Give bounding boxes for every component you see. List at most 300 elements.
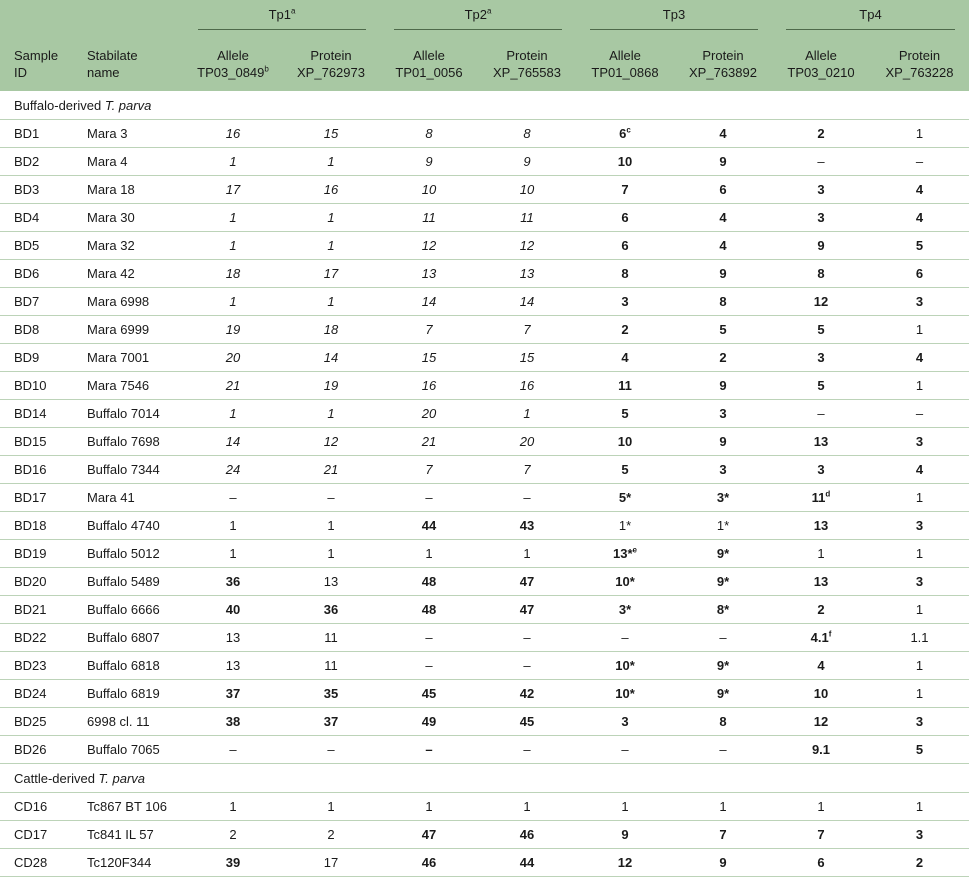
value-cell: 8* [674,596,772,624]
value-cell: 14 [184,428,282,456]
value-cell: 1 [184,148,282,176]
table-row [0,204,969,232]
value-cell: – [282,736,380,764]
value-cell: 12 [380,232,478,260]
subheader-tp4-allele: Allele TP03_0210 [772,36,870,91]
value-cell: 40 [184,596,282,624]
value-cell: 42 [478,680,576,708]
stabilate-name-cell: Tc867 BT 106 [74,793,184,821]
stabilate-name-cell: Buffalo 5012 [74,540,184,568]
sample-id-cell: CD17 [0,821,74,849]
footnote-marker: f [828,629,832,639]
table-row [0,624,969,652]
value-cell: 4 [674,120,772,148]
subheader-tp3-protein: Protein XP_763892 [674,36,772,91]
value-cell: 4 [870,344,969,372]
stabilate-name-cell: Mara 4 [74,148,184,176]
value-cell: 6 [674,176,772,204]
value-cell: 13 [772,512,870,540]
value-cell: 3 [674,456,772,484]
sample-id-cell: BD19 [0,540,74,568]
table-row [0,176,969,204]
value-cell: 38 [184,708,282,736]
footnote-marker: e [632,545,637,555]
value-cell: 11 [576,372,674,400]
value-cell: 1 [478,540,576,568]
value-cell: 1 [576,793,674,821]
value-cell: 4 [870,456,969,484]
sample-id-cell: BD23 [0,652,74,680]
value-cell: 1* [674,512,772,540]
stabilate-name-cell: Buffalo 7014 [74,400,184,428]
value-cell: 1 [772,793,870,821]
value-cell: 4 [772,652,870,680]
value-cell: 10 [576,148,674,176]
value-cell: 35 [282,680,380,708]
sample-id-cell: BD25 [0,708,74,736]
table-row [0,344,969,372]
value-cell: 11 [380,204,478,232]
value-cell: 3 [772,344,870,372]
table-row [0,821,969,849]
stabilate-name-cell: 6998 cl. 11 [74,708,184,736]
value-cell: 20 [380,400,478,428]
table-row [0,540,969,568]
value-cell: 6 [576,232,674,260]
value-cell: 2 [576,316,674,344]
value-cell: 9 [674,148,772,176]
value-cell: – [772,400,870,428]
subheader-tp2-allele: Allele TP01_0056 [380,36,478,91]
value-cell: 17 [282,849,380,877]
value-cell: 3* [576,596,674,624]
table-row [0,456,969,484]
value-cell: – [576,624,674,652]
value-cell: 9 [674,372,772,400]
stabilate-name-cell: Tc841 IL 57 [74,821,184,849]
value-cell: 46 [380,849,478,877]
value-cell: – [870,400,969,428]
table-row [0,596,969,624]
value-cell: 10* [576,680,674,708]
value-cell: 1 [870,316,969,344]
value-cell: 11$^d$ [772,484,870,512]
sample-id-cell: BD5 [0,232,74,260]
value-cell: 24 [184,456,282,484]
value-cell: 9 [380,148,478,176]
value-cell: 44 [478,849,576,877]
value-cell: 1 [478,793,576,821]
value-cell: 4 [674,232,772,260]
stabilate-name-cell: Buffalo 6818 [74,652,184,680]
table-header [0,0,969,91]
table-row [0,484,969,512]
value-cell: 48 [380,568,478,596]
sample-id-cell: BD10 [0,372,74,400]
value-cell: 6 [870,260,969,288]
value-cell: 5 [576,400,674,428]
value-cell: 2 [282,821,380,849]
stabilate-name-cell: Mara 7546 [74,372,184,400]
stabilate-name-cell: Buffalo 7698 [74,428,184,456]
value-cell: 1.1 [870,624,969,652]
subheader-tp3-allele: Allele TP01_0868 [576,36,674,91]
value-cell: 1 [282,288,380,316]
value-cell: 8 [478,120,576,148]
value-cell: 6 [772,849,870,877]
stabilate-name-cell: Buffalo 6666 [74,596,184,624]
value-cell: 9 [674,260,772,288]
value-cell: 9* [674,540,772,568]
sample-id-cell: BD9 [0,344,74,372]
value-cell: 45 [478,708,576,736]
value-cell: 17 [184,176,282,204]
value-cell: 7 [674,821,772,849]
value-cell: 11 [282,652,380,680]
stabilate-name-cell: Buffalo 7065 [74,736,184,764]
value-cell: 21 [282,456,380,484]
value-cell: 1 [478,400,576,428]
value-cell: – [576,736,674,764]
value-cell: 13 [478,260,576,288]
value-cell: 12 [282,428,380,456]
stabilate-name-cell: Buffalo 5489 [74,568,184,596]
value-cell: 1 [184,288,282,316]
value-cell: 1 [870,596,969,624]
value-cell: 9 [674,849,772,877]
header-stabilate-name: Stabilate name [74,36,184,91]
stabilate-name-cell: Mara 30 [74,204,184,232]
value-cell: 15 [380,344,478,372]
stabilate-name-cell: Tc120F344 [74,849,184,877]
sample-id-cell: BD17 [0,484,74,512]
value-cell: 20 [184,344,282,372]
value-cell: 9 [772,232,870,260]
value-cell: 1 [674,793,772,821]
value-cell: – [282,484,380,512]
value-cell: 6$^c$ [576,120,674,148]
value-cell: 5 [870,232,969,260]
section-title: Cattle-derived T. parva [0,764,969,793]
sample-id-cell: CD28 [0,849,74,877]
value-cell: 46 [478,821,576,849]
value-cell: 1 [282,148,380,176]
value-cell: 1 [184,793,282,821]
value-cell: 11 [478,204,576,232]
value-cell: 36 [184,568,282,596]
value-cell: 17 [282,260,380,288]
value-cell: 1 [282,400,380,428]
value-cell: 1 [870,484,969,512]
stabilate-name-cell: Mara 32 [74,232,184,260]
value-cell: 2 [772,120,870,148]
value-cell: 1 [870,540,969,568]
value-cell: 16 [478,372,576,400]
table-row [0,400,969,428]
value-cell: 1 [870,120,969,148]
table-row [0,288,969,316]
value-cell: 1 [870,372,969,400]
sample-id-cell: BD20 [0,568,74,596]
value-cell: 9* [674,652,772,680]
value-cell: 43 [478,512,576,540]
value-cell: – [870,148,969,176]
stabilate-name-cell: Mara 6999 [74,316,184,344]
table-row [0,849,969,877]
value-cell: 3 [870,512,969,540]
table-row [0,316,969,344]
value-cell: 8 [576,260,674,288]
group-header-tp3: Tp3 [576,0,772,36]
value-cell: 8 [674,708,772,736]
value-cell: 12 [772,288,870,316]
footnote-marker: d [825,489,831,499]
value-cell: 19 [184,316,282,344]
stabilate-name-cell: Mara 18 [74,176,184,204]
subheader-tp1-protein: Protein XP_762973 [282,36,380,91]
value-cell: 1 [772,540,870,568]
value-cell: – [772,148,870,176]
value-cell: 1* [576,512,674,540]
value-cell: 14 [478,288,576,316]
value-cell: 10* [576,568,674,596]
value-cell: 45 [380,680,478,708]
table-row [0,708,969,736]
value-cell: 3 [772,176,870,204]
sample-id-cell: BD8 [0,316,74,344]
value-cell: 1 [184,400,282,428]
sample-id-cell: BD2 [0,148,74,176]
sample-id-cell: BD14 [0,400,74,428]
stabilate-name-cell: Buffalo 6807 [74,624,184,652]
value-cell: 3 [576,708,674,736]
value-cell: 4 [576,344,674,372]
value-cell: 13 [282,568,380,596]
value-cell: 21 [184,372,282,400]
section-title: Buffalo-derived T. parva [0,91,969,120]
value-cell: 37 [184,680,282,708]
value-cell: 47 [380,821,478,849]
table-row [0,736,969,764]
value-cell: 20 [478,428,576,456]
value-cell: 8 [380,120,478,148]
value-cell: 18 [184,260,282,288]
header-sample-id: Sample ID [0,36,74,91]
value-cell: 49 [380,708,478,736]
value-cell: 7 [772,821,870,849]
value-cell: – [478,652,576,680]
value-cell: 13*$^e$ [576,540,674,568]
table-row [0,148,969,176]
value-cell: 5 [772,372,870,400]
value-cell: 1 [282,793,380,821]
value-cell: 3* [674,484,772,512]
value-cell: 1 [282,204,380,232]
value-cell: 12 [772,708,870,736]
value-cell: 44 [380,512,478,540]
value-cell: 8 [674,288,772,316]
value-cell: 3 [870,428,969,456]
value-cell: – [184,484,282,512]
value-cell: 2 [674,344,772,372]
value-cell: 1 [380,793,478,821]
table-row [0,260,969,288]
value-cell: 21 [380,428,478,456]
value-cell: 1 [184,204,282,232]
stabilate-name-cell: Buffalo 4740 [74,512,184,540]
stabilate-name-cell: Buffalo 7344 [74,456,184,484]
value-cell: 13 [184,652,282,680]
value-cell: 47 [478,596,576,624]
value-cell: 47 [478,568,576,596]
value-cell: 12 [576,849,674,877]
value-cell: 7 [478,316,576,344]
value-cell: 10 [576,428,674,456]
value-cell: 9* [674,568,772,596]
section-row [0,764,969,793]
value-cell: – [380,624,478,652]
value-cell: 2 [772,596,870,624]
table-row [0,512,969,540]
table-row [0,372,969,400]
value-cell: 36 [282,596,380,624]
value-cell: 10 [380,176,478,204]
value-cell: – [478,736,576,764]
sample-id-cell: BD24 [0,680,74,708]
value-cell: 1 [870,652,969,680]
value-cell: 3 [576,288,674,316]
value-cell: 15 [282,120,380,148]
value-cell: – [478,484,576,512]
value-cell: 1 [282,512,380,540]
value-cell: 7 [380,316,478,344]
value-cell: 12 [478,232,576,260]
table-row [0,680,969,708]
value-cell: – [380,652,478,680]
value-cell: 1 [184,540,282,568]
value-cell: 2 [184,821,282,849]
value-cell: 3 [870,821,969,849]
value-cell: 16 [380,372,478,400]
value-cell: 39 [184,849,282,877]
stabilate-name-cell: Mara 6998 [74,288,184,316]
sample-id-cell: BD4 [0,204,74,232]
value-cell: – [184,736,282,764]
value-cell: 1 [282,540,380,568]
stabilate-name-cell: Mara 41 [74,484,184,512]
value-cell: 1 [184,232,282,260]
stabilate-name-cell: Mara 3 [74,120,184,148]
stabilate-name-cell: Mara 42 [74,260,184,288]
sample-id-cell: BD22 [0,624,74,652]
value-cell: – [380,484,478,512]
value-cell: 1 [380,540,478,568]
value-cell: 5 [870,736,969,764]
value-cell: – [380,736,478,764]
value-cell: 13 [772,428,870,456]
value-cell: 13 [184,624,282,652]
value-cell: 5 [576,456,674,484]
sample-id-cell: BD16 [0,456,74,484]
value-cell: 16 [184,120,282,148]
table-row [0,568,969,596]
section-row [0,91,969,120]
value-cell: 10* [576,652,674,680]
value-cell: 13 [772,568,870,596]
value-cell: 7 [380,456,478,484]
subheader-tp2-protein: Protein XP_765583 [478,36,576,91]
value-cell: 5 [772,316,870,344]
value-cell: 4 [870,204,969,232]
value-cell: 16 [282,176,380,204]
table-row [0,428,969,456]
group-header-tp2: Tp2$^a$ [380,0,576,36]
value-cell: 1 [870,680,969,708]
value-cell: 3 [772,456,870,484]
value-cell: 2 [870,849,969,877]
value-cell: 10 [772,680,870,708]
value-cell: 13 [380,260,478,288]
value-cell: 7 [576,176,674,204]
value-cell: 4 [674,204,772,232]
value-cell: 10 [478,176,576,204]
table-row [0,793,969,821]
value-cell: 3 [870,568,969,596]
value-cell: 18 [282,316,380,344]
stabilate-name-cell: Buffalo 6819 [74,680,184,708]
subheader-tp4-protein: Protein XP_763228 [870,36,969,91]
value-cell: 9.1 [772,736,870,764]
table-row [0,120,969,148]
sample-id-cell: BD26 [0,736,74,764]
table-row [0,652,969,680]
value-cell: 14 [380,288,478,316]
group-header-tp4: Tp4 [772,0,969,36]
value-cell: 1 [282,232,380,260]
value-cell: 4 [870,176,969,204]
sample-id-cell: BD3 [0,176,74,204]
value-cell: 4.1$^f$ [772,624,870,652]
value-cell: 3 [870,288,969,316]
table-body [0,91,969,877]
sample-id-cell: BD7 [0,288,74,316]
value-cell: 8 [772,260,870,288]
sample-id-cell: BD18 [0,512,74,540]
value-cell: 1 [184,512,282,540]
value-cell: 9 [576,821,674,849]
value-cell: 6 [576,204,674,232]
sample-id-cell: BD6 [0,260,74,288]
value-cell: 9 [478,148,576,176]
value-cell: 9* [674,680,772,708]
value-cell: 9 [674,428,772,456]
value-cell: 5* [576,484,674,512]
value-cell: – [674,624,772,652]
value-cell: 15 [478,344,576,372]
sample-id-cell: BD15 [0,428,74,456]
value-cell: 1 [870,793,969,821]
value-cell: 11 [282,624,380,652]
value-cell: 3 [772,204,870,232]
group-header-tp1: Tp1$^a$ [184,0,380,36]
value-cell: 37 [282,708,380,736]
value-cell: 3 [674,400,772,428]
sample-id-cell: BD21 [0,596,74,624]
value-cell: 5 [674,316,772,344]
value-cell: 48 [380,596,478,624]
value-cell: 19 [282,372,380,400]
table-row [0,232,969,260]
